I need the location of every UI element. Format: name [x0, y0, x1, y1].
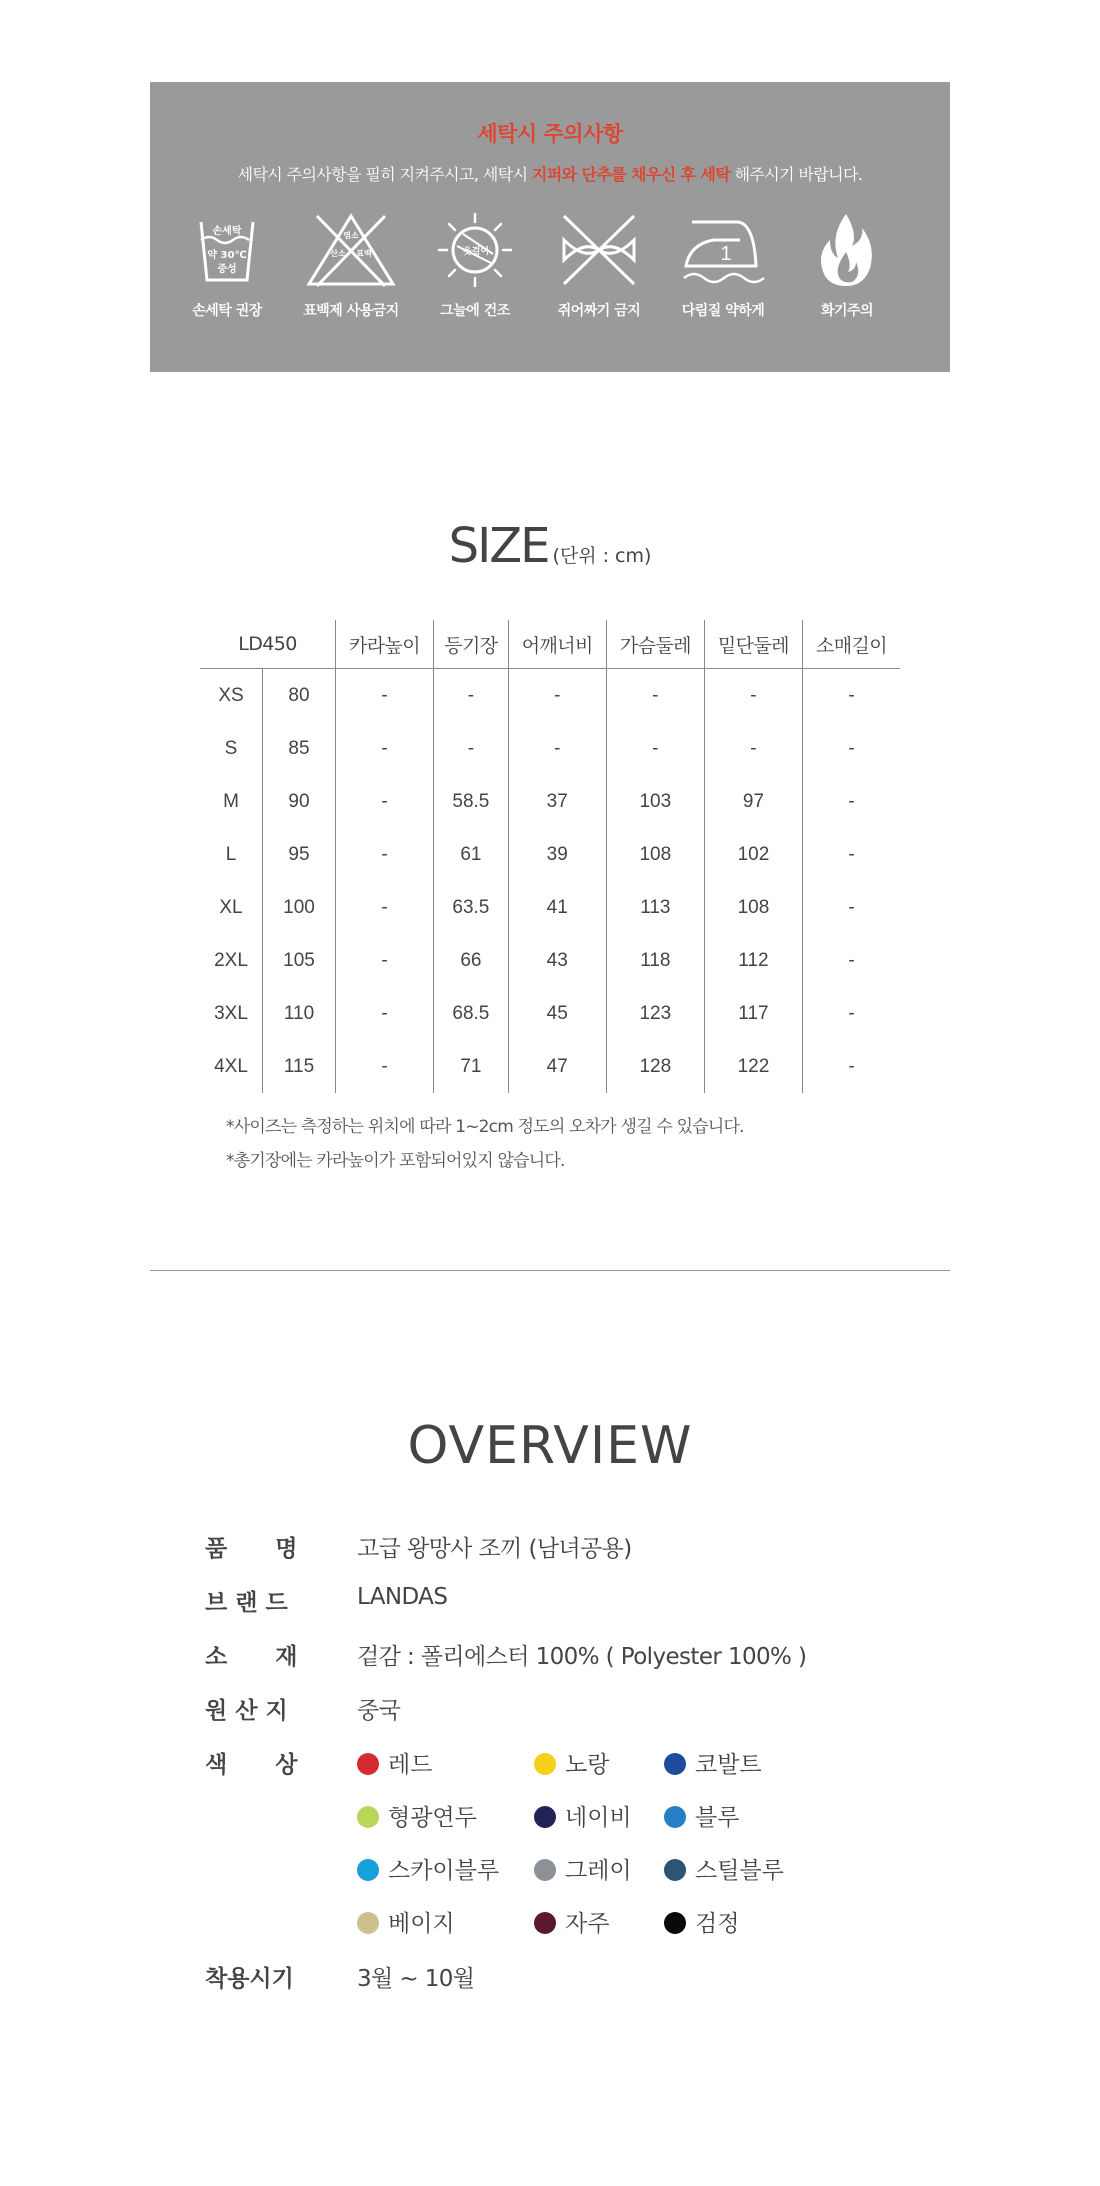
size-measure-cell: 108	[704, 881, 802, 934]
size-measure-cell: 41	[508, 881, 606, 934]
color-dot-icon	[534, 1912, 556, 1934]
size-measure-cell: 37	[508, 775, 606, 828]
size-table-header-row	[200, 620, 900, 669]
size-measure-cell: -	[508, 669, 606, 723]
size-measure-cell: -	[336, 669, 434, 723]
care-label-shade-dry: 그늘에 건조	[440, 303, 510, 319]
size-measure-cell: -	[434, 722, 509, 775]
color-option	[534, 1905, 609, 1938]
color-dot-icon	[357, 1806, 379, 1828]
color-dot-icon	[357, 1753, 379, 1775]
size-measure-cell: 45	[508, 987, 606, 1040]
size-measure-cell: 122	[704, 1040, 802, 1093]
size-measure-cell: 68.5	[434, 987, 509, 1040]
size-table-row	[200, 1040, 900, 1093]
size-measure-cell: -	[508, 722, 606, 775]
size-number-cell: 90	[263, 775, 336, 828]
care-item-no-wring	[537, 210, 661, 320]
color-option	[664, 1799, 739, 1832]
size-number-cell: 115	[263, 1040, 336, 1093]
size-table-row	[200, 881, 900, 934]
size-measure-cell: -	[336, 987, 434, 1040]
size-model-header: LD450	[200, 620, 336, 669]
color-dot-icon	[357, 1859, 379, 1881]
size-measure-cell: 123	[606, 987, 704, 1040]
size-header-collar: 카라높이	[336, 620, 434, 669]
size-measure-cell: -	[803, 828, 901, 881]
color-option	[357, 1905, 455, 1938]
size-measure-cell: 113	[606, 881, 704, 934]
size-measure-cell: -	[336, 722, 434, 775]
color-name: 블루	[695, 1805, 740, 1831]
no-bleach-chlorine-text: 염소	[343, 231, 359, 240]
color-name: 자주	[565, 1911, 610, 1937]
color-dot-icon	[664, 1859, 686, 1881]
size-code-cell: XL	[219, 896, 243, 918]
care-label-no-bleach: 표백제 사용금지	[303, 303, 399, 319]
section-divider	[150, 1270, 950, 1271]
overview-label: 색 상	[205, 1752, 298, 1778]
size-measure-cell: -	[336, 828, 434, 881]
size-measure-cell: 103	[606, 775, 704, 828]
size-measure-cell: -	[803, 881, 901, 934]
color-name: 베이지	[388, 1911, 455, 1937]
color-option	[534, 1746, 609, 1779]
overview-label: 착용시기	[205, 1966, 294, 1992]
size-number-cell: 80	[263, 669, 336, 723]
overview-title: OVERVIEW	[407, 1416, 693, 1476]
care-label-iron-low: 다림질 약하게	[681, 303, 765, 319]
color-dot-icon	[534, 1753, 556, 1775]
size-measure-cell: -	[803, 934, 901, 987]
color-name: 검정	[695, 1911, 740, 1937]
size-measure-cell: 47	[508, 1040, 606, 1093]
no-bleach-oxygen-text: 산소	[330, 249, 346, 258]
overview-value: 중국	[357, 1698, 401, 1724]
color-option	[664, 1852, 784, 1885]
color-name: 그레이	[565, 1858, 632, 1884]
size-header-shoulder: 어깨너비	[508, 620, 606, 669]
overview-value: 겉감 : 폴리에스터 100% ( Polyester 100% )	[357, 1644, 807, 1670]
size-measure-cell: 117	[704, 987, 802, 1040]
size-measure-cell: 97	[704, 775, 802, 828]
color-option	[534, 1852, 632, 1885]
overview-label: 브 랜 드	[205, 1590, 288, 1616]
color-option	[664, 1746, 762, 1779]
size-measure-cell: -	[606, 722, 704, 775]
no-bleach-icon	[305, 210, 397, 290]
shade-dry-icon	[435, 210, 515, 290]
size-measure-cell: -	[606, 669, 704, 723]
overview-value: 고급 왕망사 조끼 (남녀공용)	[357, 1536, 632, 1562]
size-measure-cell: 108	[606, 828, 704, 881]
size-number-cell: 100	[263, 881, 336, 934]
size-code-cell: 4XL	[214, 1055, 248, 1077]
size-header-back-length: 등기장	[434, 620, 509, 669]
care-subtitle-highlight: 지퍼와 단추를 채우신 후 세탁	[531, 165, 731, 184]
hand-wash-top-text: 손세탁	[212, 226, 242, 237]
overview-label: 소 재	[205, 1644, 298, 1670]
size-notes	[226, 1110, 744, 1178]
care-instructions-panel	[150, 82, 950, 372]
care-title: 세탁시 주의사항	[477, 122, 623, 146]
size-table-row	[200, 722, 900, 775]
overview-label: 품 명	[205, 1536, 298, 1562]
size-measure-cell: -	[803, 987, 901, 1040]
care-label-no-wring: 쥐어짜기 금지	[557, 303, 641, 319]
size-header-chest: 가슴둘레	[606, 620, 704, 669]
size-measure-cell: 63.5	[434, 881, 509, 934]
size-measure-cell: -	[803, 775, 901, 828]
flame-icon	[812, 210, 882, 290]
care-item-no-bleach	[289, 210, 413, 320]
color-name: 레드	[388, 1752, 433, 1778]
size-measure-cell: -	[803, 722, 901, 775]
size-measure-cell: 43	[508, 934, 606, 987]
size-measure-cell: 58.5	[434, 775, 509, 828]
size-code-cell: 2XL	[214, 949, 248, 971]
care-item-hand-wash	[165, 210, 289, 320]
overview-label: 원 산 지	[205, 1698, 288, 1724]
color-name: 네이비	[565, 1805, 632, 1831]
size-measure-cell: -	[434, 669, 509, 723]
color-name: 스카이블루	[388, 1858, 500, 1884]
color-name: 노랑	[565, 1752, 610, 1778]
care-item-shade-dry	[413, 210, 537, 320]
hand-wash-temp-text: 약 30℃	[207, 250, 247, 261]
shade-dry-hanger-text: 옷걸이	[462, 247, 490, 257]
color-option	[357, 1852, 499, 1885]
size-table-row	[200, 669, 900, 723]
size-note: *총기장에는 카라높이가 포함되어있지 않습니다.	[226, 1151, 565, 1171]
size-table-body	[200, 669, 900, 1094]
size-table-row	[200, 828, 900, 881]
color-dot-icon	[664, 1912, 686, 1934]
care-item-flame	[785, 210, 909, 320]
size-measure-cell: -	[336, 934, 434, 987]
color-dot-icon	[357, 1912, 379, 1934]
size-measure-cell: -	[704, 669, 802, 723]
color-name: 스틸블루	[695, 1858, 784, 1884]
size-code-cell: 3XL	[214, 1002, 248, 1024]
color-option	[534, 1799, 632, 1832]
size-measure-cell: 39	[508, 828, 606, 881]
size-measure-cell: 118	[606, 934, 704, 987]
size-measure-cell: 102	[704, 828, 802, 881]
color-dot-icon	[534, 1859, 556, 1881]
size-code-cell: S	[224, 737, 238, 759]
color-option	[664, 1905, 739, 1938]
size-table	[200, 620, 900, 1093]
size-header-sleeve: 소매길이	[803, 620, 901, 669]
size-measure-cell: -	[803, 1040, 901, 1093]
hand-wash-icon	[187, 210, 267, 290]
no-wring-icon	[554, 210, 644, 290]
size-measure-cell: 61	[434, 828, 509, 881]
size-note: *사이즈는 측정하는 위치에 따라 1~2cm 정도의 오차가 생길 수 있습니다.	[226, 1117, 744, 1137]
size-table-row	[200, 987, 900, 1040]
size-table-row	[200, 775, 900, 828]
care-item-iron-low	[661, 210, 785, 320]
color-dot-icon	[664, 1806, 686, 1828]
color-dot-icon	[664, 1753, 686, 1775]
size-measure-cell: 128	[606, 1040, 704, 1093]
care-label-flame: 화기주의	[820, 303, 874, 319]
size-code-cell: L	[225, 843, 237, 865]
size-measure-cell: -	[704, 722, 802, 775]
overview-value: 3월 ~ 10월	[357, 1966, 475, 1992]
size-title: SIZE	[448, 518, 549, 574]
overview-value: LANDAS	[357, 1584, 448, 1610]
color-option	[357, 1799, 477, 1832]
size-measure-cell: 71	[434, 1040, 509, 1093]
size-code-cell: XS	[218, 684, 244, 706]
size-number-cell: 110	[263, 987, 336, 1040]
size-header-hem: 밑단둘레	[704, 620, 802, 669]
size-measure-cell: -	[336, 1040, 434, 1093]
size-measure-cell: -	[803, 669, 901, 723]
iron-low-icon	[680, 210, 766, 290]
size-measure-cell: 112	[704, 934, 802, 987]
color-name: 형광연두	[388, 1805, 477, 1831]
care-subtitle-text: 세탁시 주의사항을 필히 지켜주시고, 세탁시	[237, 165, 532, 184]
size-measure-cell: -	[336, 881, 434, 934]
care-subtitle-text-end: 해주시기 바랍니다.	[730, 165, 863, 184]
color-dot-icon	[534, 1806, 556, 1828]
care-icons-row	[150, 210, 950, 350]
size-heading	[0, 518, 1100, 574]
iron-low-level-text: 1	[720, 243, 732, 265]
size-number-cell: 105	[263, 934, 336, 987]
care-subtitle	[150, 162, 950, 185]
size-measure-cell: -	[336, 775, 434, 828]
size-unit: (단위 : cm)	[552, 545, 652, 567]
size-measure-cell: 66	[434, 934, 509, 987]
size-number-cell: 85	[263, 722, 336, 775]
color-option	[357, 1746, 432, 1779]
care-label-hand-wash: 손세탁 권장	[192, 303, 262, 319]
no-bleach-bleach-text: 표백	[356, 249, 372, 258]
size-code-cell: M	[223, 790, 239, 812]
color-name: 코발트	[695, 1752, 762, 1778]
size-number-cell: 95	[263, 828, 336, 881]
hand-wash-detergent-text: 중성	[217, 264, 237, 275]
size-table-row	[200, 934, 900, 987]
